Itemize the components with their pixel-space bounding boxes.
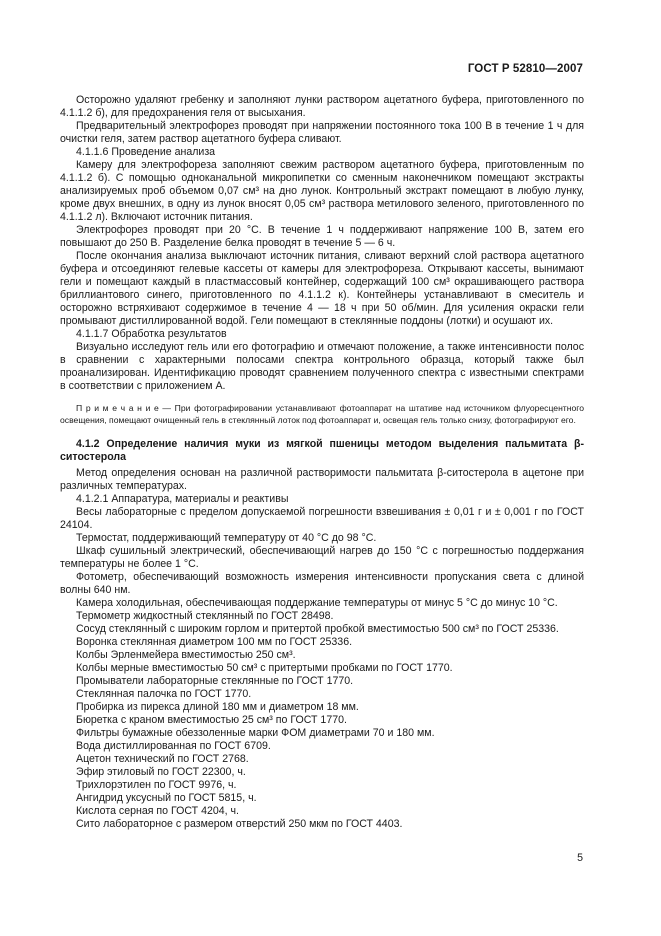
list-item: Сосуд стеклянный с широким горлом и притертой пробкой вместимостью 500 см³ по ГОСТ 25336. [76, 623, 559, 635]
paragraph: Камеру для электрофореза заполняют свежим раствором ацетатного буфера, приготовленным по 4.1.1.2 б). С помощью одноканальной микропипетки со сменным наконечником помещают экстракты анализируемых проб объемом 0,07 см³ на дно лунок. Контрольный экстракт помещают в любую лунку, кроме двух внешних, в одну из лунок вносят 0,05 см³ раствора метилового зеленого, приготовленного по 4.1.1.2 л). Включают источник питания. [60, 159, 584, 223]
paragraph: После окончания анализа выключают источник питания, сливают верхний слой раствора ацетатного буфера и отсоединяют гелевые кассеты от камеры для электрофореза. Открывают кассеты, вынимают гели и помещают каждый в пластмассовый контейнер, содержащий 100 см³ окрашивающего раствора бриллиантового синего, приготовленного по 4.1.1.2 к). Контейнеры устанавливают в смеситель и осторожно встряхивают содержимое в течение 4 — 18 ч при 50 об/мин. Для усиления окраски гели промывают дистиллированной водой. Гели помещают в стеклянные поддоны (лотки) и осушают их. [60, 250, 584, 327]
list-item: Пробирка из пирекса длиной 180 мм и диаметром 18 мм. [76, 701, 359, 713]
subsection-heading: 4.1.2.1 Аппаратура, материалы и реактивы [76, 493, 289, 505]
page-number: 5 [577, 852, 583, 864]
list-item: Колбы Эрленмейера вместимостью 250 см³. [76, 649, 296, 661]
paragraph: Осторожно удаляют гребенку и заполняют лунки раствором ацетатного буфера, приготовленного по 4.1.1.2 б), для предохранения геля от высыхания. [60, 94, 584, 119]
list-item: Эфир этиловый по ГОСТ 22300, ч. [76, 766, 246, 778]
note-paragraph: П р и м е ч а н и е — При фотографировании устанавливают фотоаппарат на штативе над источником флуоресцентного освещения, помещают очищенный гель в стеклянный лоток под фотоаппарат и, освещая гель только снизу, фотографируют его. [60, 403, 584, 425]
equipment-item: Термостат, поддерживающий температуру от 40 °С до 98 °С. [76, 532, 377, 544]
list-item: Фильтры бумажные обеззоленные марки ФОМ диаметрами 70 и 180 мм. [76, 727, 435, 739]
equipment-list [60, 597, 584, 831]
page-content [60, 94, 584, 831]
subsection-heading: 4.1.1.7 Обработка результатов [76, 328, 227, 340]
equipment-item: Шкаф сушильный электрический, обеспечивающий нагрев до 150 °С с погрешностью поддержания температуры не более 1 °С. [60, 545, 584, 570]
list-item: Колбы мерные вместимостью 50 см³ с притертыми пробками по ГОСТ 1770. [76, 662, 453, 674]
paragraph: Визуально исследуют гель или его фотографию и отмечают положение, а также интенсивности полос в сравнении с характерными полосами спектра контрольного образца, который также был проанализирован. Идентификацию проводят сравнением полученного спектра с известными спектрами в соответствии с приложением А. [60, 341, 584, 392]
equipment-item: Весы лабораторные с пределом допускаемой погрешности взвешивания ± 0,01 г и ± 0,001 г по ГОСТ 24104. [60, 506, 584, 531]
list-item: Кислота серная по ГОСТ 4204, ч. [76, 805, 239, 817]
list-item: Трихлорэтилен по ГОСТ 9976, ч. [76, 779, 237, 791]
document-code-header: ГОСТ Р 52810—2007 [467, 63, 583, 75]
paragraph: Метод определения основан на различной растворимости пальмитата β-ситостерола в ацетоне при различных температурах. [60, 467, 584, 492]
list-item: Воронка стеклянная диаметром 100 мм по ГОСТ 25336. [76, 636, 353, 648]
list-item: Стеклянная палочка по ГОСТ 1770. [76, 688, 252, 700]
list-item: Ангидрид уксусный по ГОСТ 5815, ч. [76, 792, 257, 804]
subsection-heading: 4.1.1.6 Проведение анализа [76, 146, 216, 158]
list-item: Бюретка с краном вместимостью 25 см³ по ГОСТ 1770. [76, 714, 347, 726]
section-heading: 4.1.2 Определение наличия муки из мягкой пшеницы методом выделения пальмитата β-ситостерола [60, 438, 584, 463]
list-item: Термометр жидкостный стеклянный по ГОСТ 28498. [76, 610, 334, 622]
list-item: Промыватели лабораторные стеклянные по ГОСТ 1770. [76, 675, 354, 687]
list-item: Камера холодильная, обеспечивающая поддержание температуры от минус 5 °С до минус 10 °С. [76, 597, 558, 609]
paragraph: Электрофорез проводят при 20 °С. В течение 1 ч поддерживают напряжение 100 В, затем его повышают до 250 В. Разделение белка проводят в течение 5 — 6 ч. [60, 224, 584, 249]
equipment-item: Фотометр, обеспечивающий возможность измерения интенсивности пропускания света с длиной волны 640 нм. [60, 571, 584, 596]
list-item: Вода дистиллированная по ГОСТ 6709. [76, 740, 271, 752]
list-item: Сито лабораторное с размером отверстий 250 мкм по ГОСТ 4403. [76, 818, 403, 830]
paragraph: Предварительный электрофорез проводят при напряжении постоянного тока 100 В в течение 1 ч для очистки геля, затем раствор ацетатного буфера сливают. [60, 120, 584, 145]
list-item: Ацетон технический по ГОСТ 2768. [76, 753, 249, 765]
